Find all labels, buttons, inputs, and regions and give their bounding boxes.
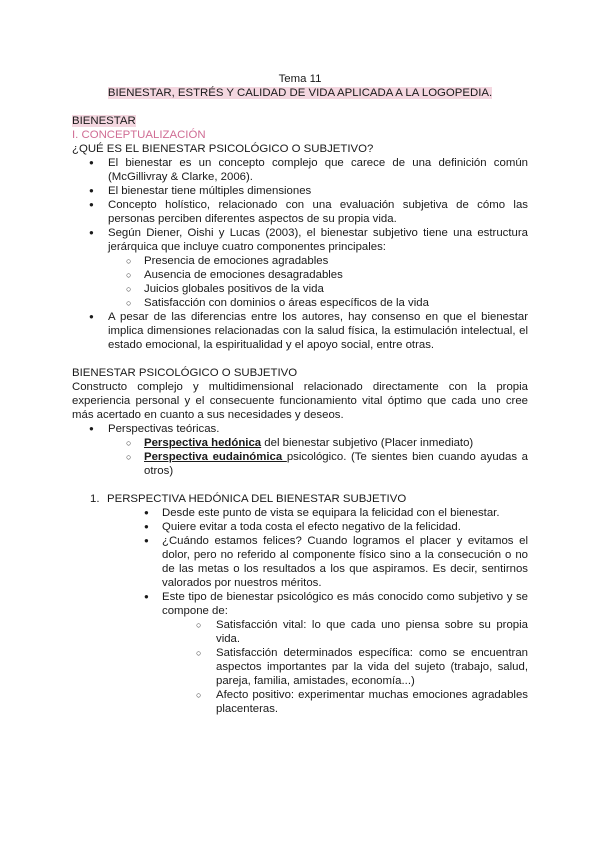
topic-number: Tema 11 [278, 73, 322, 85]
list-item: ● ¿Cuándo estamos felices? Cuando logramos el placer y evitamos el dolor, pero no referido al componente físico sino a la consecución o no de las metas o los resultados a los que aspiramos. Es decir, sentirnos valorados por nuestros méritos. [162, 534, 528, 590]
component-list [108, 254, 528, 310]
numbered-item [90, 492, 528, 716]
list-item: ● Desde este punto de vista se equipara la felicidad con el bienestar. [162, 506, 528, 520]
hedonic-list [107, 506, 528, 716]
component-item: ○ Presencia de emociones agradables [144, 254, 528, 268]
numbered-item-heading: PERSPECTIVA HEDÓNICA DEL BIENESTAR SUBJETIVO [107, 493, 407, 505]
list-item: ● El bienestar tiene múltiples dimensiones [108, 184, 528, 198]
list-item: ● A pesar de las diferencias entre los autores, hay consenso en que el bienestar implica dimensiones relacionadas con la salud física, la estimulación intelectual, el estado emocional, la espiritualidad y el apoyo social, entre otras. [108, 310, 528, 352]
perspective-desc: del bienestar subjetivo (Placer inmediato) [261, 437, 474, 449]
item-number: 1. [90, 493, 100, 505]
perspective-desc: psicológico. (Te sientes bien cuando ayudas a otros) [144, 451, 528, 477]
section-question: ¿QUÉ ES EL BIENESTAR PSICOLÓGICO O SUBJETIVO? [72, 143, 374, 155]
component-item: ○ Satisfacción vital: lo que cada uno piensa sobre su propia vida. [216, 618, 528, 646]
list-item [162, 590, 528, 716]
list-item-text: Según Diener, Oishi y Lucas (2003), el bienestar subjetivo tiene una estructura jerárquica que incluye cuatro componentes principales: [108, 227, 528, 253]
hedonic-component-list [162, 618, 528, 716]
document-title [72, 86, 528, 100]
section-subheading: I. CONCEPTUALIZACIÓN [72, 129, 206, 141]
perspective-item [144, 450, 528, 478]
document-title-text: BIENESTAR, ESTRÉS Y CALIDAD DE VIDA APLICADA A LA LOGOPEDIA. [107, 87, 493, 99]
perspectives-list [72, 422, 528, 478]
perspective-sublist [108, 436, 528, 478]
perspective-term: Perspectiva eudainómica [144, 451, 287, 463]
perspective-item [144, 436, 528, 450]
list-item: ● Quiere evitar a toda costa el efecto negativo de la felicidad. [162, 520, 528, 534]
list-item: ● El bienestar es un concepto complejo que carece de una definición común (McGillivray & Clarke, 2006). [108, 156, 528, 184]
perspective-term: Perspectiva hedónica [144, 437, 262, 449]
component-item: ○ Satisfacción determinados específica: como se encuentran aspectos importantes par la vida del sujeto (trabajo, salud, pareja, familia, amistades, economía...) [216, 646, 528, 688]
definition-list [72, 156, 528, 352]
list-item: ● Concepto holístico, relacionado con una evaluación subjetiva de cómo las personas perciben diferentes aspectos de su propia vida. [108, 198, 528, 226]
section2-heading: BIENESTAR PSICOLÓGICO O SUBJETIVO [72, 367, 298, 379]
section-heading-text: BIENESTAR [72, 115, 136, 127]
list-item-text: Perspectivas teóricas. [108, 423, 220, 435]
component-item: ○ Juicios globales positivos de la vida [144, 282, 528, 296]
section2-paragraph: Constructo complejo y multidimensional relacionado directamente con la propia experiencia personal y el consecuente funcionamiento vital óptimo que cada uno cree más acertado en cuanto a sus necesidades y deseos. [72, 381, 528, 421]
component-item: ○ Ausencia de emociones desagradables [144, 268, 528, 282]
component-item: ○ Afecto positivo: experimentar muchas emociones agradables placenteras. [216, 688, 528, 716]
component-item: ○ Satisfacción con dominios o áreas específicos de la vida [144, 296, 528, 310]
list-item-text: Este tipo de bienestar psicológico es más conocido como subjetivo y se compone de: [162, 591, 528, 617]
numbered-list [72, 492, 528, 716]
list-item [108, 226, 528, 310]
section-heading [72, 114, 528, 128]
list-item [108, 422, 528, 478]
